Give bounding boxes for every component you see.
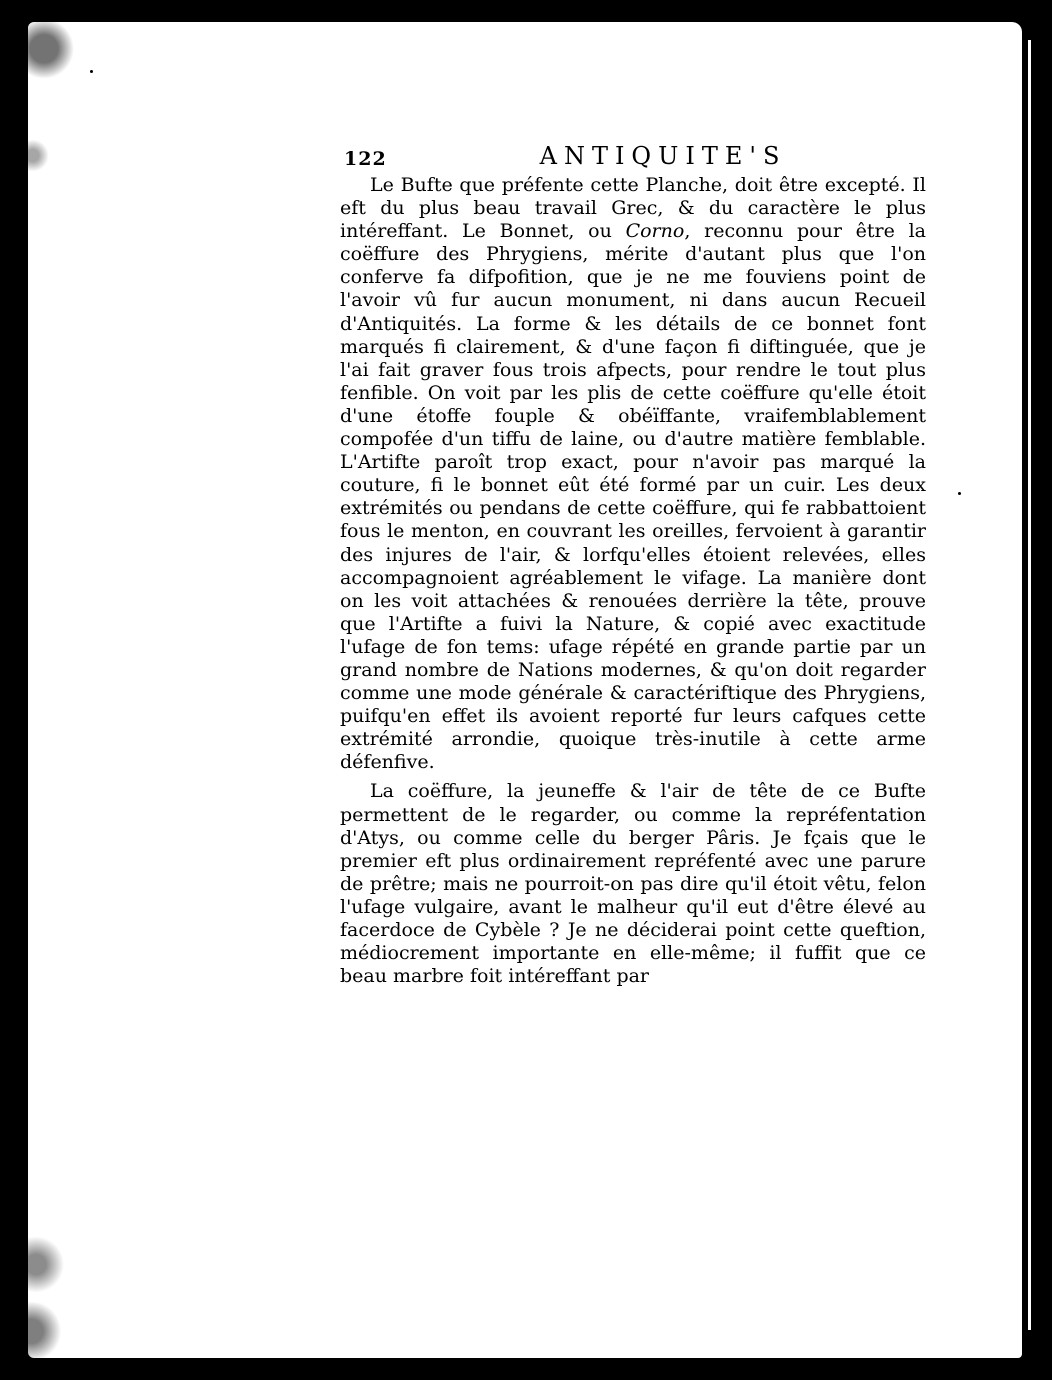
- running-head: [340, 142, 926, 172]
- text-block: [340, 142, 926, 994]
- page-number: 122: [344, 148, 387, 170]
- speck: [90, 70, 93, 73]
- book-page: [28, 22, 1022, 1358]
- paragraph-1-italic: Corno: [625, 220, 685, 243]
- paragraph-1-text-b: , reconnu pour être la coëffure des Phrygiens, mérite d'autant plus que l'on conferve fa difpofition, que je ne me fouviens point de l'avoir vû fur aucun monument, ni dans aucun Recueil d'Antiquités. La forme & les détails de ce bonnet font marqués fi clairement, & d'une façon fi diftinguée, que je l'ai fait graver fous trois afpects, pour rendre le tout plus fenfible. On voit par les plis de cette coëffure qu'elle étoit d'une étoffe fouple & obéïffante, vraifemblablement compofée d'un tiffu de laine, ou d'autre matière femblable. L'Artifte paroît trop exact, pour n'avoir pas marqué la couture, fi le bonnet eût été formé par un cuir. Les deux extrémités ou pendans de cette coëffure, qui fe rabbattoient fous le menton, en couvrant les oreilles, fervoient à garantir des injures de l'air, & lorfqu'elles étoient relevées, elles accompagnoient agréablement le vifage. La manière dont on les voit attachées & renouées derrière la tête, prouve que l'Artifte a fuivi la Nature, & copié avec exactitude l'ufage de fon tems: ufage répété en grande partie par un grand nombre de Nations modernes, & qu'on doit regarder comme une mode générale & caractériftique des Phrygiens, puifqu'en effet ils avoient reporté fur leurs cafques cette extrémité arrondie, quoique très-inutile à cette arme défenfive.: [340, 220, 926, 774]
- paragraph-1: [340, 174, 926, 774]
- running-title: ANTIQUITE'S: [539, 142, 787, 170]
- paragraph-1-text-a: Le Bufte que préfente cette Planche, doit être excepté. Il eft du plus beau travail Grec, & du caractère le plus intéreffant. Le Bonnet, ou: [340, 174, 926, 243]
- paragraph-2: La coëffure, la jeuneffe & l'air de tête de ce Bufte permettent de le regarder, ou comme la repréfentation d'Atys, ou comme celle du berger Pâris. Je fçais que le premier eft plus ordinairement repréfenté avec une parure de prêtre; mais ne pourroit-on pas dire qu'il étoit vêtu, felon l'ufage vulgaire, avant le malheur qu'il eut d'être élevé au facerdoce de Cybèle ? Je ne déciderai point cette queftion, médiocrement importante en elle-même; il fuffit que ce beau marbre foit intéreffant par: [340, 780, 926, 988]
- page-edge-speckle: [28, 22, 108, 1358]
- speck: [958, 492, 961, 495]
- right-edge-rule: [1028, 40, 1031, 1330]
